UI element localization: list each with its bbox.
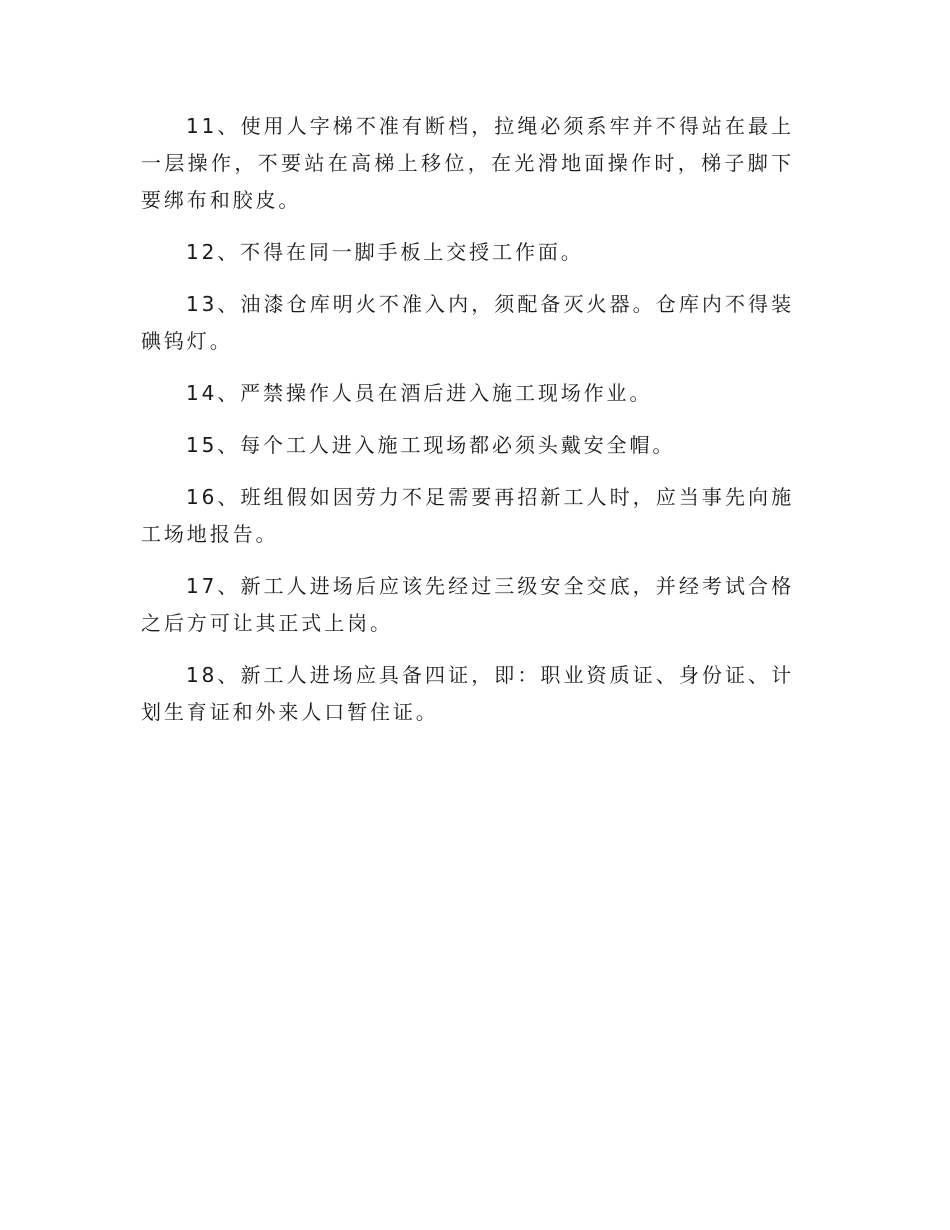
paragraph-item-16: 16、班组假如因劳力不足需要再招新工人时，应当事先向施工场地报告。	[141, 485, 794, 546]
paragraph-item-17: 17、新工人进场后应该先经过三级安全交底，并经考试合格之后方可让其正式上岗。	[141, 574, 794, 635]
paragraph-item-18: 18、新工人进场应具备四证，即：职业资质证、身份证、计划生育证和外来人口暂住证。	[141, 663, 794, 724]
document-body	[141, 108, 794, 746]
paragraph-item-11: 11、使用人字梯不准有断档，拉绳必须系牢并不得站在最上一层操作，不要站在高梯上移位，在光滑地面操作时，梯子脚下要绑布和胶皮。	[141, 114, 794, 212]
paragraph-item-14: 14、严禁操作人员在酒后进入施工现场作业。	[186, 381, 653, 405]
paragraph-item-12: 12、不得在同一脚手板上交授工作面。	[186, 240, 584, 264]
paragraph-item-13: 13、油漆仓库明火不准入内，须配备灭火器。仓库内不得装碘钨灯。	[141, 292, 794, 353]
paragraph-item-15: 15、每个工人进入施工现场都必须头戴安全帽。	[186, 433, 676, 457]
